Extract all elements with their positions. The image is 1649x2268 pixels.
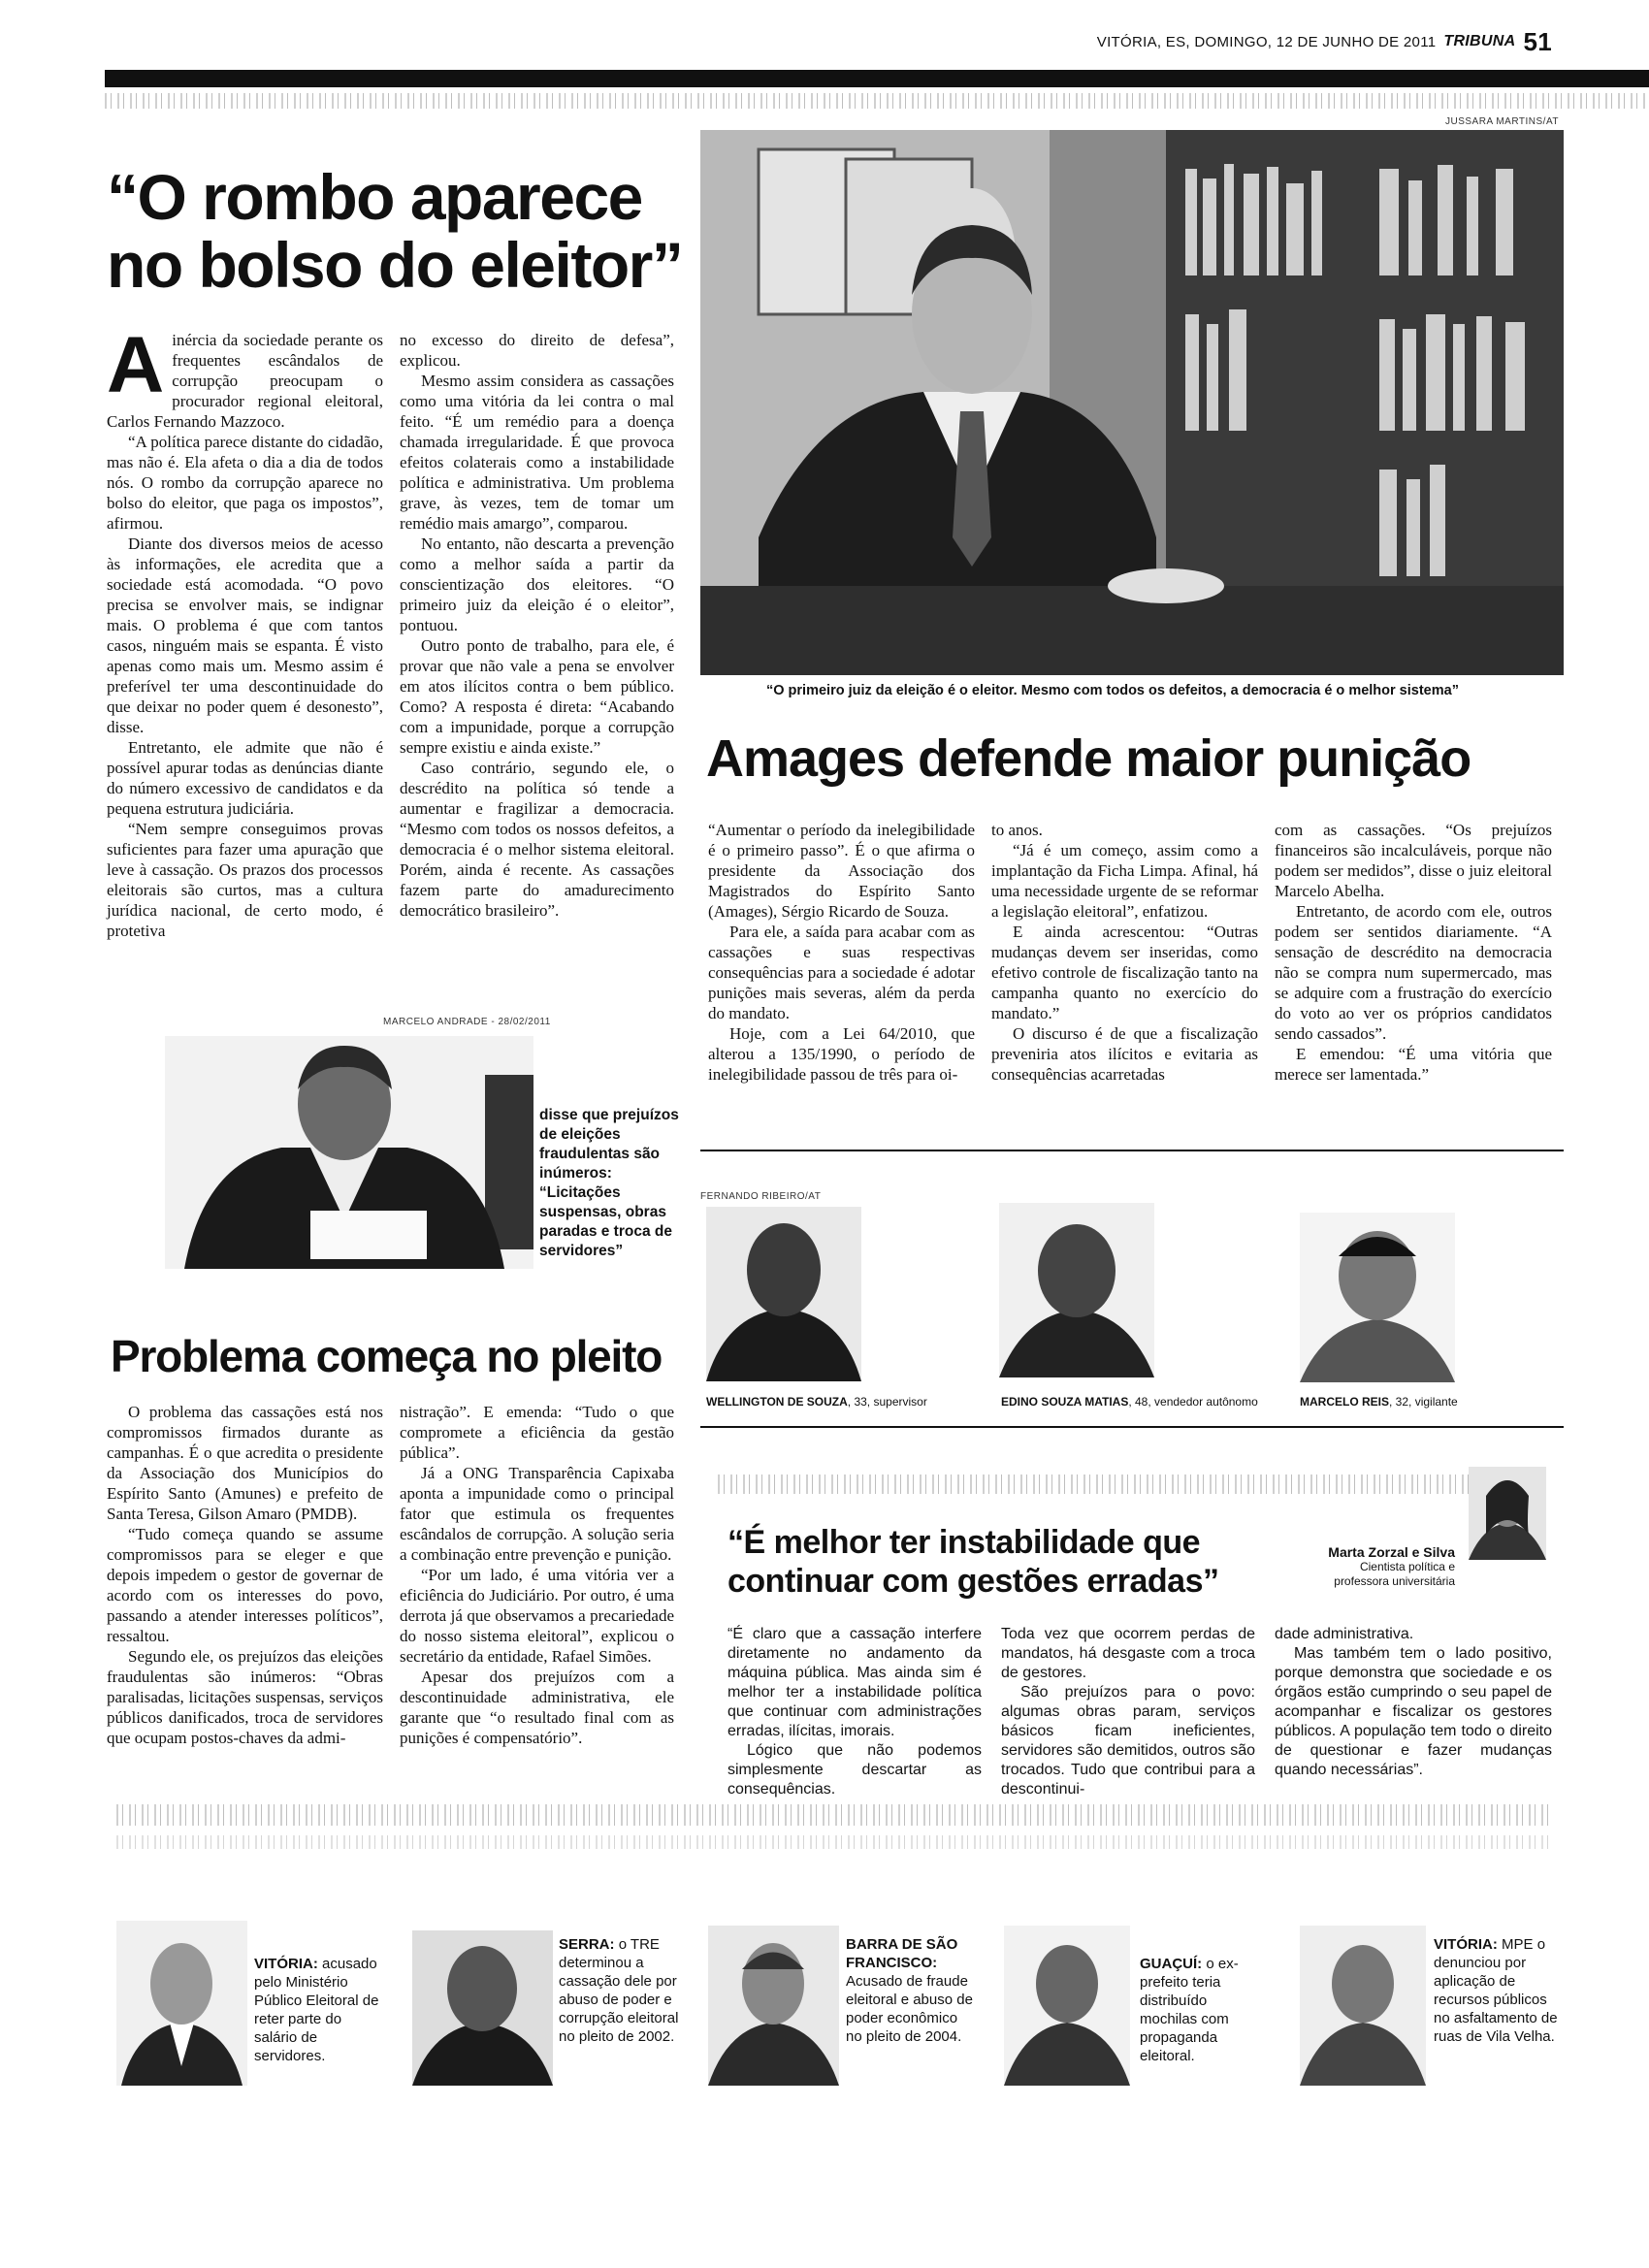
person-name: EDINO SOUZA MATIAS [1001, 1395, 1129, 1409]
bottom-photo-2 [412, 1930, 553, 2086]
caption-text: o TRE determinou a cassação dele por abuso de poder e corrupção eleitoral no pleito de 2002. [559, 1936, 679, 2045]
amages-column-2 [991, 820, 1258, 1085]
bottom-photo-4 [1004, 1926, 1130, 2086]
photo-credit: JUSSARA MARTINS/AT [1445, 116, 1559, 127]
dateline: VITÓRIA, ES, DOMINGO, 12 DE JUNHO DE 2011 [1096, 33, 1437, 50]
marta-role: Cientista política e professora universitária [1334, 1560, 1455, 1588]
bottom-caption-5 [1434, 1935, 1560, 2046]
paragraph: “Por um lado, é uma vitória ver a eficiência do Judiciário. Por outro, é uma derrota já que observamos a precariedade do nosso sistema eleitoral”, explicou o secretário da entidade, Rafael Simões. [400, 1566, 674, 1666]
marta-column-1 [728, 1625, 982, 1799]
person-name: MARCELO REIS [1300, 1395, 1390, 1409]
person-caption-1 [706, 1395, 927, 1409]
paragraph: Caso contrário, segundo ele, o descrédito na política só tende a aumentar e fragilizar a democracia. “Mesmo com todos os nossos defeitos, a democracia é o melhor sistema eleitoral. Porém, ainda é recente. As cassações fazem parte do amadurecimento democrático brasileiro”. [400, 759, 674, 920]
person-detail: , 32, vigilante [1389, 1395, 1458, 1409]
photo-credit: FERNANDO RIBEIRO/AT [700, 1191, 822, 1202]
main-photo-caption: “O primeiro juiz da eleição é o eleitor. Mesmo com todos os defeitos, a democracia é o melhor sistema” [766, 683, 1459, 698]
paragraph: dade administrativa. [1275, 1626, 1414, 1642]
main-photo-prosecutor [700, 130, 1564, 675]
place-label: VITÓRIA: [1434, 1936, 1498, 1953]
marta-column-3 [1275, 1625, 1552, 1780]
drop-cap: A [107, 321, 165, 409]
paragraph: Diante dos diversos meios de acesso às informações, ele acredita que a sociedade está acomodada. “O povo precisa se envolver mais, se indignar mais. O problema é que com tantos casos, ninguém mais se espanta. É visto apenas como mais um. Mesmo assim é preferível ter uma descontinuidade do que deixar no poder quem é desonesto”, disse. [107, 535, 383, 736]
paragraph: Entretanto, ele admite que não é possível apurar todas as denúncias diante do número excessivo de candidatos e da pequena estrutura judiciária. [107, 738, 383, 818]
paragraph: Mas também tem o lado positivo, porque demonstra que sociedade e os órgãos estão cumprindo o seu papel de acompanhar e fiscalizar os gestores públicos. A população tem todo o direito de questionar e fazer mudanças quando necessárias”. [1275, 1645, 1552, 1778]
gilson-amaro-photo [165, 1036, 534, 1269]
paragraph: Segundo ele, os prejuízos das eleições fraudulentas são inúmeros: “Obras paralisadas, licitações suspensas, serviços públicos danificados, troca de servidores que ocupam postos-chaves da admi- [107, 1647, 383, 1747]
person-detail: , 48, vendedor autônomo [1128, 1395, 1258, 1409]
amages-column-3 [1275, 820, 1552, 1085]
amages-headline: Amages defende maior punição [706, 729, 1471, 788]
main-story-column-2 [400, 330, 674, 921]
place-label: VITÓRIA: [254, 1956, 318, 1972]
place-label: SERRA: [559, 1936, 615, 1953]
caption-text: MPE o denunciou por aplicação de recursos públicos no asfaltamento de ruas de Vila Velha. [1434, 1936, 1558, 2045]
paragraph: “Já é um começo, assim como a implantação da Ficha Limpa. Afinal, há uma necessidade urgente de se reformar a legislação eleitoral”, enfatizou. [991, 841, 1258, 921]
paragraph: Toda vez que ocorrem perdas de mandatos, há desgaste com a troca de gestores. [1001, 1626, 1255, 1681]
paragraph: nistração”. E emenda: “Tudo o que compromete a eficiência da gestão pública”. [400, 1403, 674, 1462]
paragraph: Para ele, a saída para acabar com as cassações e suas respectivas consequências para a sociedade é adotar punições mais severas, além da perda do mandato. [708, 923, 975, 1022]
bottom-photo-3 [708, 1926, 839, 2086]
main-story-column-1 [107, 321, 383, 941]
paragraph: Já a ONG Transparência Capixaba aponta a impunidade como o principal fator que estimula os frequentes escândalos de corrupção. A solução seria a combinação entre prevenção e punição. [400, 1464, 674, 1564]
paragraph: no excesso do direito de defesa”, explicou. [400, 331, 674, 370]
marta-photo [1469, 1467, 1546, 1560]
paragraph: Hoje, com a Lei 64/2010, que alterou a 135/1990, o período de inelegibilidade passou de três para oi- [708, 1024, 975, 1084]
page-number: 51 [1523, 26, 1552, 56]
paragraph: No entanto, não descarta a prevenção como a melhor saída a partir da conscientização dos eleitores. “O primeiro juiz da eleição é o eleitor”, pontuou. [400, 535, 674, 634]
top-rule [105, 70, 1649, 87]
caption-text: o ex-prefeito teria distribuído mochilas com propaganda eleitoral. [1140, 1956, 1239, 2064]
paragraph: “A política parece distante do cidadão, mas não é. Ela afeta o dia a dia de todos nós. O rombo da corrupção aparece no bolso do eleitor, que paga os impostos”, afirmou. [107, 433, 383, 533]
paragraph: Outro ponto de trabalho, para ele, é provar que não vale a pena se envolver em atos ilícitos contra o bem público. Como? A resposta é direta: “Acabando com a impunidade, porque a corrupção sempre existiu e ainda existe.” [400, 636, 674, 757]
paragraph: Lógico que não podemos simplesmente descartar as consequências. [728, 1742, 982, 1798]
paragraph: Entretanto, de acordo com ele, outros podem ser sentidos diariamente. “A sensação de descrédito na democracia não se compra num supermercado, mas se adquire com a frustração do exercício do voto ao ver os próprios candidatos sendo cassados”. [1275, 902, 1552, 1043]
paragraph: “Nem sempre conseguimos provas suficientes para fazer uma apuração que leve à cassação. Os prazos dos processos eleitorais são curtos, mas a cultura jurídica nacional, de certo modo, é protetiva [107, 820, 383, 940]
paragraph: Mesmo assim considera as cassações como uma vitória da lei contra o mal feito. “É um remédio para a doença chamada irregularidade. É que provoca efeitos colaterais como a instabilidade política e administrativa. Um problema grave, às vezes, tem de tomar um remédio mais amargo”, comparou. [400, 372, 674, 533]
paragraph: Apesar dos prejuízos com a descontinuidade administrativa, ele garante que “o resultado final com as punições é compensatório”. [400, 1668, 674, 1747]
paragraph: inércia da sociedade perante os frequentes escândalos de corrupção preocupam o procurador regional eleitoral, Carlos Fernando Mazzoco. [107, 331, 383, 431]
problema-column-2 [400, 1402, 674, 1748]
paragraph: “É claro que a cassação interfere diretamente no andamento da máquina pública. Mas ainda sim é melhor ter a instabilidade política que continuar com administrações erradas, ilícitas, imorais. [728, 1626, 982, 1739]
paragraph: E ainda acrescentou: “Outras mudanças devem ser inseridas, como efetivo controle de fiscalização tanto na campanha quanto no exercício do mandato.” [991, 923, 1258, 1022]
paragraph: to anos. [991, 821, 1043, 839]
scan-noise-band [116, 1804, 1552, 1826]
main-headline: “O rombo aparece no bolso do eleitor” [107, 161, 683, 301]
person-caption-2 [1001, 1395, 1258, 1409]
paragraph: “Aumentar o período da inelegibilidade é o primeiro passo”. É o que afirma o presidente da Associação dos Magistrados do Espírito Santo (Amages), Sérgio Ricardo de Souza. [708, 821, 975, 921]
paragraph: E emendou: “É uma vitória que merece ser lamentada.” [1275, 1045, 1552, 1084]
paragraph: “Tudo começa quando se assume compromissos para se eleger e que depois impedem o gestor de governar de acordo com os interesses do povo, passando a atender interesses políticos”, ressaltou. [107, 1525, 383, 1645]
marta-column-2 [1001, 1625, 1255, 1799]
paragraph: com as cassações. “Os prejuízos financeiros são incalculáveis, porque não podem ser medidos”, disse o juiz eleitoral Marcelo Abelha. [1275, 821, 1552, 900]
divider [700, 1426, 1564, 1428]
caption-text: acusado pelo Ministério Público Eleitoral de reter parte do salário de servidores. [254, 1956, 379, 2064]
bottom-caption-3 [846, 1935, 977, 2046]
bottom-caption-2 [559, 1935, 690, 2046]
problema-column-1 [107, 1402, 383, 1748]
masthead [1096, 26, 1552, 56]
bottom-caption-4 [1140, 1955, 1266, 2065]
scan-noise-band [718, 1474, 1474, 1494]
person-photo-1 [706, 1207, 861, 1381]
photo-credit: MARCELO ANDRADE - 28/02/2011 [383, 1017, 551, 1027]
problema-headline: Problema começa no pleito [111, 1331, 663, 1381]
person-photo-2 [999, 1203, 1154, 1377]
marta-headline: “É melhor ter instabilidade que continuar com gestões erradas” [728, 1524, 1219, 1600]
paragraph: O problema das cassações está nos compromissos firmados durante as campanhas. É o que acredita o presidente da Associação dos Municípios do Espírito Santo (Amunes) e prefeito de Santa Teresa, Gilson Amaro (PMDB). [107, 1403, 383, 1523]
amages-column-1 [708, 820, 975, 1085]
person-caption-3 [1300, 1395, 1458, 1409]
marta-byline [1310, 1544, 1455, 1589]
bottom-photo-1 [116, 1921, 247, 2086]
caption-text: Acusado de fraude eleitoral e abuso de poder econômico no pleito de 2004. [846, 1973, 973, 2045]
place-label: BARRA DE SÃO FRANCISCO: [846, 1936, 958, 1971]
bottom-caption-1 [254, 1955, 385, 2065]
person-name: WELLINGTON DE SOUZA [706, 1395, 848, 1409]
masthead-brand: TRIBUNA [1443, 33, 1516, 49]
scan-noise-band [105, 93, 1649, 109]
paragraph: São prejuízos para o povo: algumas obras param, serviços básicos ficam ineficientes, servidores são demitidos, outros são trocados. Tudo que contribui para a descontinui- [1001, 1684, 1255, 1798]
marta-name: Marta Zorzal e Silva [1328, 1544, 1455, 1560]
scan-noise-band [116, 1835, 1552, 1849]
gilson-caption: disse que prejuízos de eleições fraudulentas são inúmeros: “Licitações suspensas, obras paradas e troca de servidores” [539, 1107, 679, 1259]
bottom-photo-5 [1300, 1926, 1426, 2086]
person-photo-3 [1300, 1213, 1455, 1382]
paragraph: O discurso é de que a fiscalização preveniria atos ilícitos e evitaria as consequências acarretadas [991, 1024, 1258, 1084]
person-detail: , 33, supervisor [847, 1395, 927, 1409]
divider [700, 1150, 1564, 1151]
place-label: GUAÇUÍ: [1140, 1956, 1203, 1972]
